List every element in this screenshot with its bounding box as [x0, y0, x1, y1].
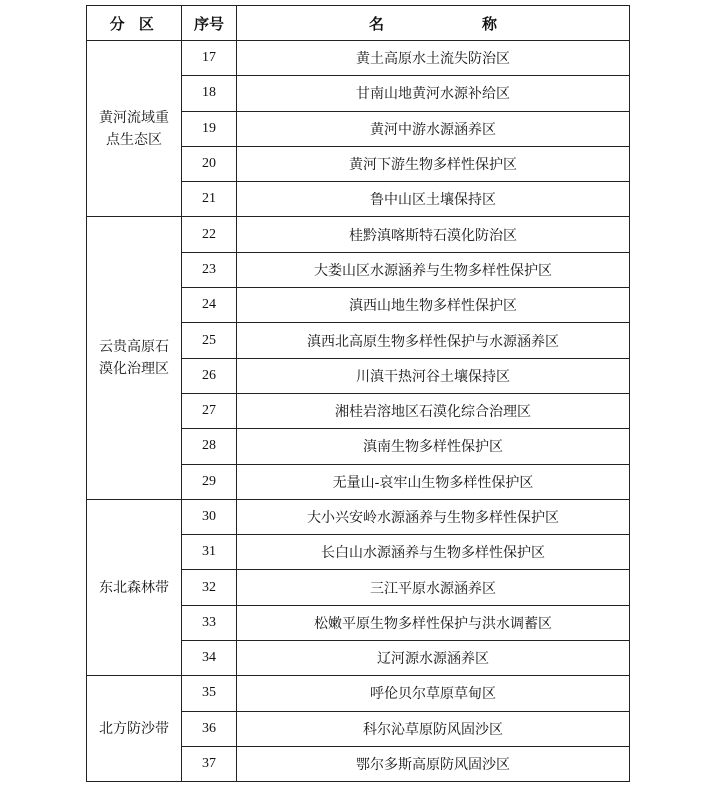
- zone-cell: 东北森林带: [87, 499, 182, 675]
- number-cell: 19: [182, 111, 237, 146]
- header-name: [237, 6, 630, 41]
- name-cell: 无量山-哀牢山生物多样性保护区: [237, 464, 630, 499]
- number-cell: 21: [182, 182, 237, 217]
- name-cell: 呼伦贝尔草原草甸区: [237, 676, 630, 711]
- number-cell: 30: [182, 499, 237, 534]
- number-cell: 34: [182, 641, 237, 676]
- table-header: [87, 6, 630, 41]
- name-cell: 长白山水源涵养与生物多样性保护区: [237, 535, 630, 570]
- ecological-zones-table: [86, 5, 630, 782]
- zone-cell: 云贵高原石漠化治理区: [87, 217, 182, 499]
- number-cell: 24: [182, 288, 237, 323]
- name-cell: 湘桂岩溶地区石漠化综合治理区: [237, 393, 630, 428]
- number-cell: 29: [182, 464, 237, 499]
- header-name-left: 名: [369, 14, 385, 33]
- name-cell: 科尔沁草原防风固沙区: [237, 711, 630, 746]
- table-row: [87, 676, 630, 711]
- name-cell: 辽河源水源涵养区: [237, 641, 630, 676]
- table-body: [87, 41, 630, 782]
- number-cell: 18: [182, 76, 237, 111]
- header-row: [87, 6, 630, 41]
- name-cell: 桂黔滇喀斯特石漠化防治区: [237, 217, 630, 252]
- name-cell: 黄土高原水土流失防治区: [237, 41, 630, 76]
- number-cell: 32: [182, 570, 237, 605]
- name-cell: 鲁中山区土壤保持区: [237, 182, 630, 217]
- table-row: [87, 217, 630, 252]
- header-zone: 分 区: [87, 6, 182, 41]
- zone-cell: 黄河流域重点生态区: [87, 41, 182, 217]
- name-cell: 大小兴安岭水源涵养与生物多样性保护区: [237, 499, 630, 534]
- number-cell: 22: [182, 217, 237, 252]
- name-cell: 滇南生物多样性保护区: [237, 429, 630, 464]
- number-cell: 26: [182, 358, 237, 393]
- name-cell: 滇西山地生物多样性保护区: [237, 288, 630, 323]
- table-row: [87, 499, 630, 534]
- number-cell: 17: [182, 41, 237, 76]
- number-cell: 37: [182, 746, 237, 781]
- name-cell: 三江平原水源涵养区: [237, 570, 630, 605]
- number-cell: 36: [182, 711, 237, 746]
- number-cell: 28: [182, 429, 237, 464]
- name-cell: 鄂尔多斯高原防风固沙区: [237, 746, 630, 781]
- header-name-right: 称: [481, 14, 497, 33]
- name-cell: 松嫩平原生物多样性保护与洪水调蓄区: [237, 605, 630, 640]
- name-cell: 滇西北高原生物多样性保护与水源涵养区: [237, 323, 630, 358]
- name-cell: 甘南山地黄河水源补给区: [237, 76, 630, 111]
- zone-cell: 北方防沙带: [87, 676, 182, 782]
- number-cell: 20: [182, 146, 237, 181]
- name-cell: 黄河下游生物多样性保护区: [237, 146, 630, 181]
- number-cell: 31: [182, 535, 237, 570]
- number-cell: 27: [182, 393, 237, 428]
- name-cell: 黄河中游水源涵养区: [237, 111, 630, 146]
- table-row: [87, 41, 630, 76]
- number-cell: 23: [182, 252, 237, 287]
- number-cell: 33: [182, 605, 237, 640]
- number-cell: 25: [182, 323, 237, 358]
- name-cell: 川滇干热河谷土壤保持区: [237, 358, 630, 393]
- name-cell: 大娄山区水源涵养与生物多样性保护区: [237, 252, 630, 287]
- number-cell: 35: [182, 676, 237, 711]
- header-number: 序号: [182, 6, 237, 41]
